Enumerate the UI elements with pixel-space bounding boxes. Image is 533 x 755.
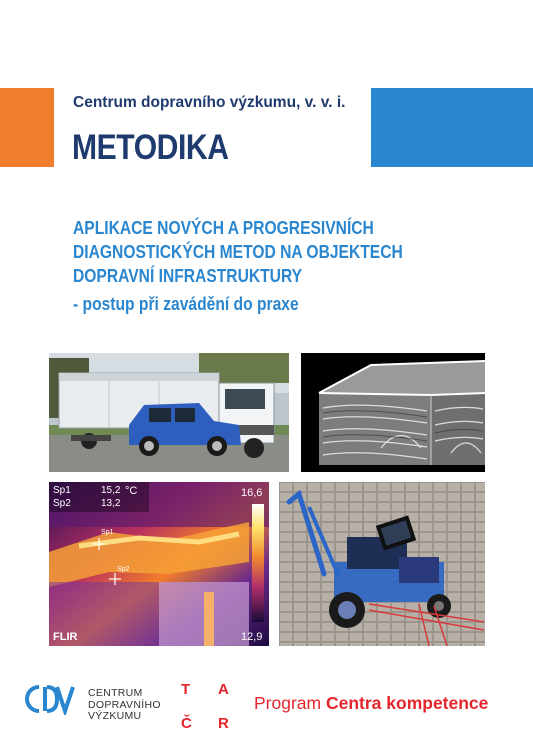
thermal-scale-max: 16,6 xyxy=(241,487,263,499)
title-line-1: APLIKACE NOVÝCH A PROGRESIVNÍCH xyxy=(73,217,374,238)
thermal-marker-sp2-label: Sp2 xyxy=(117,566,130,573)
cdv-text-line-1: CENTRUM xyxy=(88,687,143,699)
title-line-3: DOPRAVNÍ INFRASTRUKTURY xyxy=(73,265,303,286)
thermal-sp1-label: Sp1 xyxy=(53,485,71,496)
tacr-logo xyxy=(179,681,235,735)
tacr-letter-t: T xyxy=(181,681,191,698)
document-subtitle: - postup při zavádění do praxe xyxy=(73,293,299,314)
tacr-letter-a: A xyxy=(218,681,229,698)
orange-accent-block xyxy=(0,88,54,167)
tacr-letter-c: Č xyxy=(181,715,192,732)
tacr-letter-r: R xyxy=(218,715,229,732)
cdv-text-line-3: VÝZKUMU xyxy=(88,710,142,722)
photo-thermal-image xyxy=(49,482,269,646)
thermal-sp2-value: 13,2 xyxy=(101,498,121,509)
thermal-sp1-value: 15,2 xyxy=(101,485,121,496)
organization-name: Centrum dopravního výzkumu, v. v. i. xyxy=(73,94,346,111)
thermal-unit: °C xyxy=(125,485,138,497)
program-name: Centra kompetence xyxy=(325,693,489,713)
cdv-text-line-2: DOPRAVNÍHO xyxy=(88,698,161,711)
photo-measurement-cart xyxy=(279,482,485,646)
program-text xyxy=(254,693,488,714)
blue-accent-block xyxy=(371,88,533,167)
program-prefix: Program xyxy=(254,693,322,713)
cdv-logo-text xyxy=(88,688,161,723)
document-type: METODIKA xyxy=(72,128,229,167)
thermal-sp2-label: Sp2 xyxy=(53,498,71,509)
photo-radar-visualization xyxy=(301,353,485,472)
title-line-2: DIAGNOSTICKÝCH METOD NA OBJEKTECH xyxy=(73,241,403,262)
thermal-scale-min: 12,9 xyxy=(241,631,263,643)
photo-diagnostic-vehicles xyxy=(49,353,289,472)
cdv-logo-icon xyxy=(25,683,75,715)
document-title xyxy=(73,216,409,288)
flir-brand: FLIR xyxy=(53,631,78,643)
thermal-marker-sp1-label: Sp1 xyxy=(101,529,114,536)
